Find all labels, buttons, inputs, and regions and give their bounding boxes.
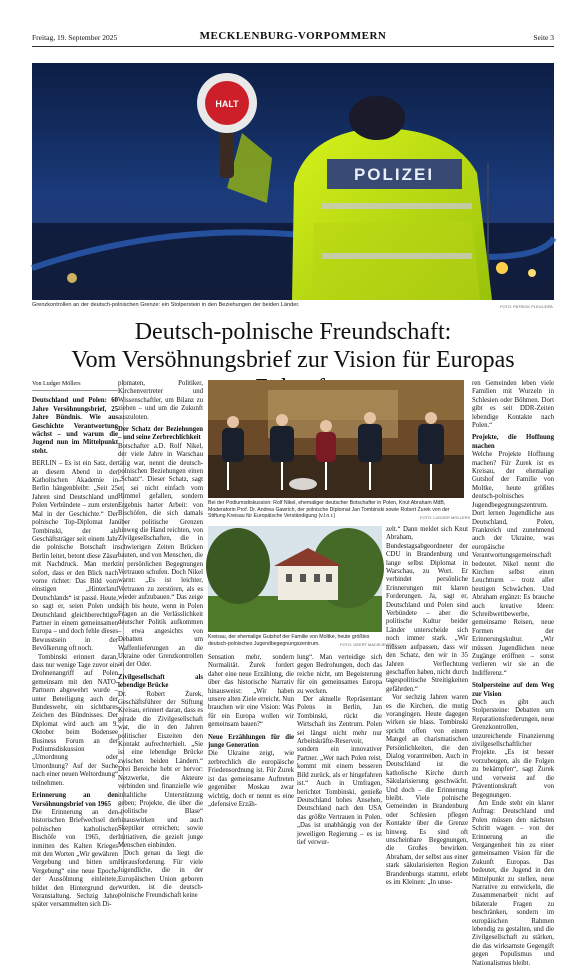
article-column-2	[118, 380, 203, 900]
subheading: Zivilgesellschaft als lebendige Brücke	[118, 673, 203, 690]
article-lead: Deutschland und Polen: 60 Jahre Versöhnungsbrief, 25 Jahre Bündnis. Wie aus Geschichte Verantwortung wächst – und warum die Jugend nun im Mittelpunkt steht.	[32, 397, 118, 455]
subheading: Neue Erzählungen für die junge Generation	[208, 733, 294, 750]
kreisau-photo	[208, 526, 382, 632]
subheading: Der Schatz der Beziehungen – und seine Zerbrechlichkeit	[118, 426, 203, 442]
top-photo	[32, 63, 554, 300]
paragraph: lung“. Man verteidige sich gegen Bedrohungen, doch das reiche nicht, um Begeisterung für ein gemeinsames Europa zu wecken.	[297, 654, 382, 695]
paragraph: plomaten, Politiker, Kirchenvertreter und Wissenschaftler, um Bilanz zu ziehen – und um die Zukunft auszuloten.	[118, 380, 203, 421]
panel-photo-caption: Bei der Podiumsdiskussion: Rolf Nikel, ehemaliger deutscher Botschafter in Polen, Knut Abraham MdB, Moderatorin Prof. Dr. Andrea Gawrich, der polnische Diplomat Jan Tombinski sowie Robert Żurek von der Stiftung Kreisau für Europäische Verständigung (v.l.n.r.)	[208, 500, 450, 520]
paragraph: Doch genau da liegt die Herausforderung. Für viele Jugendliche, die in der Europäischen Union geboren wurden, ist die deutsch-polnische Freundschaft keine	[118, 850, 203, 900]
paragraph: ren Gemeinden leben viele Familien mit Wurzeln in Schlesien oder Böhmen. Dort gibt es seit DDR-Zeiten lebendige Kontakte nach Polen.“	[472, 380, 554, 430]
paragraph: Vor sechzig Jahren waren es die Kirchen, die mutig vorangingen. Heute dagegen wirken sie blass. Tombinski spricht offen von einem Mangel an charismatischen Persönlichkeiten, die den Dialog vorantreiben. Auch in Deutschland ist die katholische Kirche durch Säkularisierung geschwächt. Und doch – die Erinnerung bleibt. Viele polnische Gemeinden in Brandenburg oder Schlesien pflegen Kontakte über die Grenze hinweg. Es sind oft unscheinbare Begegnungen, die Großes bewirken. Abraham, der selbst aus einer stark säkularisierten Region Brandenburgs stammt, erlebt es im Kleinen: „In unse-	[386, 694, 468, 887]
panel-photo-credit: FOTO: LUDGER MÖLLERS	[420, 515, 471, 520]
paragraph: Sensation mehr, sondern Normalität. Żurek fordert daher eine neue Erzählung, die über das historische Narrativ hinausweist: „Wir haben unsere alten Ziele erreicht. Nun brauchen wir eine Vision: Was für ein Europa wollen wir gemeinsam bauen?“	[208, 654, 294, 729]
article-column-1	[32, 380, 118, 909]
article-column-3	[208, 654, 294, 868]
header-date: Freitag, 19. September 2025	[32, 33, 118, 42]
paragraph: Der aktuelle Repräsentant Polens in Berlin, Jan Tombinski, rückt die Wirtschaft ins Zentrum. Polen sei längst nicht mehr nur Arbeitskräfte-Reservoir, sondern ein innovativer Partner. „Wer nach Polen reist, kommt mit einem besseren Bild zurück, als er hingefahren ist.“ Auch in Umfragen, berichtet Tombinski, genieße Deutschland hohes Ansehen, Deutschland nach den USA das größte Vertrauen in Polen. „Das ist unabhängig von der jeweiligen Regierung – es ist tief verwur-	[297, 696, 382, 846]
subheading: Erinnerung an den Versöhnungsbrief von 1965	[32, 792, 118, 808]
article-column-6	[472, 380, 554, 967]
header-rule	[32, 46, 554, 47]
paragraph: Die Ukraine zeigt, wie zerbrechlich die europäische Friedensordnung ist. Für Żurek ist das gemeinsame Auftreten gegenüber Moskau zwar wichtig, doch er nennt es eine „defensive Erzäh-	[208, 750, 294, 808]
paragraph: Botschafter a.D. Rolf Nikel, der viele Jahre in Warschau tätig war, nennt die deutsch-polnischen Beziehungen einen „Schatz“. Dieser Schatz, sagt er, sei nicht einfach vom Himmel gefallen, sondern Ergebnis harter Arbeit: von Bischöfen, die sich damals über politische Grenzen hinweg die Hand reichten, von Zivilgesellschaften, die in schwierigen Zeiten Brücken bauten, und von Menschen, die in persönlichen Begegnungen Vertrauen schufen. Doch Nikel warnt: „Es ist leichter, Vertrauen zu zerstören, als es wieder aufzubauen.“ Das zeige sich bis heute, wenn in Polen Fragen an die Verlässlichkeit deutscher Politik aufkommen – etwa angesichts von Debatten um Waffenlieferungen an die Ukraine oder Grenzkontrollen an der Oder.	[118, 442, 203, 669]
byline: Von Ludger Möllers	[32, 380, 118, 391]
article-column-5	[386, 526, 468, 887]
kreisau-photo-caption: Kreisau, der ehemalige Gutshof der Familie von Moltke, heute größtes deutsch-polnisches Jugendbegegnungszentrum.	[208, 634, 370, 647]
panel-photo	[208, 380, 464, 498]
subheading: Stolpersteine auf dem Weg zur Vision	[472, 682, 554, 698]
top-photo-caption: Grenzkontrollen an der deutsch-polnischen Grenze: ein Stolperstein in den Beziehungen der beiden Länder.	[32, 302, 300, 308]
paragraph: Die Erinnerung an den historischen Briefwechsel der polnischen katholischen Bischöfe von 1965, der inmitten des Kalten Krieges mit den Worten „Wir gewähren Vergebung und bitten um Vergebung“ eine neue Epoche der Aussöhnung einleitete, bildet den Hintergrund der Veranstaltung. Sechzig Jahre später versammelten sich Di-	[32, 808, 118, 909]
header-section: MECKLENBURG-VORPOMMERN	[199, 30, 387, 42]
top-photo-credit: FOTO: PATRICK PLEUL/DPA	[500, 304, 553, 309]
paragraph: Welche Projekte Hoffnung machen? Für Żurek ist es Kreisau, der ehemalige Gutshof der Familie von Moltke, heute größtes deutsch-polnisches Jugendbegegnungszentrum. Dort lernen Jugendliche aus Deutschland, Polen, Frankreich und zunehmend auch der Ukraine, was europäische Verantwortungsgemeinschaft bedeutet. Nikel nennt die Kirchen selbst einen Leuchtturm – trotz aller heutigen Schwächen. Und Abraham ergänzt: Es brauche auch kreative Ideen: Schreibwettbewerbe, gemeinsame Reisen, neue Formen der Erinnerungskultur. „Wir müssen Jugendlichen neue Zugänge eröffnen – sonst verlieren wir sie an die Indifferenz.“	[472, 451, 554, 677]
headline-line-2: Vom Versöhnungsbrief zur Vision für Europas	[71, 347, 515, 373]
paragraph: BERLIN – Es ist ein Satz, der an diesem Abend in der Katholischen Akademie in Berlin hängenbleibt: „Seit 25 Jahren sind Deutschland und Polen Verbündete – zum ersten Mal in der Geschichte.“ Der polnische Top-Diplomat Jan Tombinski, der als Geschäftsträger seit einem Jahr die polnische Botschaft in Berlin leitet, betont diese Zäsur mit Nachdruck. Man merkt sofort, dass er den Blick nach vorne richtet: Das Bild vom einstigen „Hinterland Deutschlands“ ist passé. Heute, so sagt er, seien Polen und Deutschland gleichberechtigte Partner in einem gemeinsamen Europa – und doch fehle dieses Bewusstsein in der Bevölkerung oft noch.	[32, 460, 118, 653]
sign-text: HALT	[215, 99, 239, 109]
paragraph: Doch es gibt auch Stolpersteine: Debatten um Reparationsforderungen, neue Grenzkontrollen, unzureichende Finanzierung zivilgesellschaftlicher Projekte. „Es ist besser vorzubeugen, als die Folgen zu bekämpfen“, sagt Żurek und verweist auf die Präventionskraft von Begegnungen.	[472, 699, 554, 799]
article-column-4	[297, 654, 382, 868]
paragraph: zelt.“ Dann meldet sich Knut Abraham, Bundestagsabgeordneter der CDU in Brandenburg und lange selbst Diplomat in Warschau, zu Wort. Er verbindet persönliche Erinnerungen mit klaren Forderungen. Ja, sagt er, Deutschland und Polen sind Verbündete – aber die politische Kultur beider Länder unterscheide sich noch immer stark. „Wir müssen aufpassen, dass wir den Schatz, den wir in 35 Jahren Verflechtung geschaffen haben, nicht durch tagespolitische Streitigkeiten gefährden.“	[386, 526, 468, 693]
header-page-number: Seite 3	[533, 33, 554, 42]
paragraph: Dr. Robert Żurek, Geschäftsführer der Stiftung Kreisau, erinnert daran, dass es gerade die Zivilgesellschaft war, die in den Jahren politischer Eiszeiten den Kontakt aufrechterhielt. „Sie ist eine lebendige Brücke zwischen beiden Ländern.“ Drei Bereiche hebt er hervor: Netzwerke, die Akteure verbinden und finanzielle wie inhaltliche Unterstützung geben; Projekte, die über die „politische Blase“ hinauswirken und auch Skeptiker erreichen; sowie Initiativen, die gezielt junge Menschen einbinden.	[118, 690, 203, 849]
vest-text: POLIZEI	[353, 165, 435, 184]
paragraph: Tombinski erinnert daran, dass nur wenige Tage zuvor ein Drohnenangriff auf Polen gemeinsam mit den NATO-Partnern abgewehrt wurde – unter Beteiligung auch der Bundeswehr, ein sichtbares Zeichen des Bündnisses. Der Diplomat wird auch am 9. Oktober beim Bodensee Business Forum an der Podiumsdiskussion „Umordnung oder Umordnung? Auf der Suche nach einer neuen Weltordnung“ teilnehmen.	[32, 653, 118, 787]
subheading: Projekte, die Hoffnung machen	[472, 434, 554, 450]
headline-line-1: Deutsch-polnische Freundschaft:	[134, 319, 452, 345]
kreisau-photo-credit: FOTO: GEERT MACIEJEWSKI	[340, 642, 396, 647]
page-header	[32, 30, 554, 44]
paragraph: Am Ende steht ein klarer Auftrag: Deutschland und Polen müssen den nächsten Schritt wagen – von der Erinnerung an die Vergangenheit hin zu einer gemeinsamen Vision für die Zukunft Europas. Das bedeutet, die Jugend in den Mittelpunkt zu stellen, neue Narrative zu entwickeln, die Zusammenarbeit nicht auf bilaterale Fragen zu beschränken, sondern im europäischen Rahmen lebendig zu gestalten, und die Zivilgesellschaft zu stärken, die das wirksamste Gegengift gegen Populismus und Nationalismus bleibt.	[472, 799, 554, 967]
